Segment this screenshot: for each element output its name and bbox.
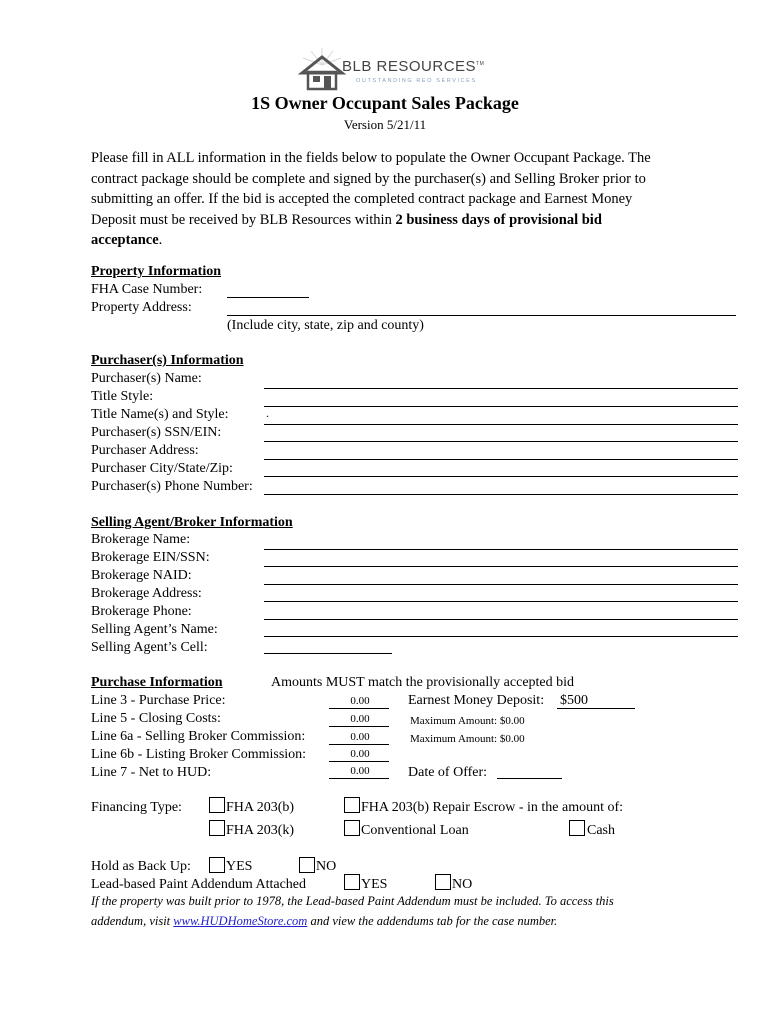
brokerage-ein-field[interactable] (264, 566, 738, 567)
purchaser-phone-label: Purchaser(s) Phone Number: (91, 479, 253, 494)
agent-heading: Selling Agent/Broker Information (91, 515, 293, 530)
brokerage-ein-label: Brokerage EIN/SSN: (91, 550, 210, 565)
lead-label: Lead-based Paint Addendum Attached (91, 877, 306, 892)
fha-203k-checkbox[interactable] (209, 820, 225, 836)
intro-line: submitting an offer. If the bid is accepted the completed contract package and Earnest Money (91, 191, 633, 207)
line7-label: Line 7 - Net to HUD: (91, 765, 212, 780)
property-heading: Property Information (91, 264, 221, 279)
date-of-offer-label: Date of Offer: (408, 765, 488, 780)
lead-yes-label: YES (361, 877, 388, 892)
line6b-underline (329, 761, 389, 762)
intro-line: acceptance. (91, 232, 163, 248)
line6a-label: Line 6a - Selling Broker Commission: (91, 729, 306, 744)
agent-name-field[interactable] (264, 636, 738, 637)
title-names-field[interactable] (264, 424, 738, 425)
fha-case-field[interactable] (227, 297, 309, 298)
brokerage-phone-field[interactable] (264, 619, 738, 620)
purchaser-city-field[interactable] (264, 476, 738, 477)
property-address-field[interactable] (227, 315, 736, 316)
page-title: 1S Owner Occupant Sales Package (251, 93, 519, 113)
agent-cell-label: Selling Agent’s Cell: (91, 640, 208, 655)
agent-name-label: Selling Agent’s Name: (91, 622, 218, 637)
purchase-note: Amounts MUST match the provisionally accepted bid (271, 675, 575, 690)
earnest-value[interactable]: $500 (560, 693, 588, 708)
earnest-underline (557, 708, 635, 709)
line3-value[interactable]: 0.00 (350, 695, 370, 707)
lead-yes-checkbox[interactable] (344, 874, 360, 890)
fha-203b-repair-checkbox[interactable] (344, 797, 360, 813)
fha-case-label: FHA Case Number: (91, 282, 203, 297)
backup-yes-checkbox[interactable] (209, 857, 225, 873)
purchase-heading: Purchase Information (91, 675, 223, 690)
title-names-label: Title Name(s) and Style: (91, 407, 229, 422)
backup-label: Hold as Back Up: (91, 859, 191, 874)
line6b-label: Line 6b - Listing Broker Commission: (91, 747, 307, 762)
line3-underline (329, 708, 389, 709)
brokerage-address-label: Brokerage Address: (91, 586, 202, 601)
logo-tagline: OUTSTANDING REO SERVICES (356, 78, 477, 84)
conventional-label: Conventional Loan (361, 823, 469, 838)
financing-label: Financing Type: (91, 800, 182, 815)
line7-value[interactable]: 0.00 (350, 765, 370, 777)
ssn-label: Purchaser(s) SSN/EIN: (91, 425, 222, 440)
hudhomestore-link[interactable]: www.HUDHomeStore.com (173, 914, 308, 928)
property-address-label: Property Address: (91, 300, 192, 315)
line5-underline (329, 726, 389, 727)
backup-no-label: NO (316, 859, 337, 874)
line6b-value[interactable]: 0.00 (350, 748, 370, 760)
purchaser-city-label: Purchaser City/State/Zip: (91, 461, 233, 476)
line5-label: Line 5 - Closing Costs: (91, 711, 221, 726)
intro-line: contract package should be complete and signed by the purchaser(s) and Selling Broker prior to (91, 170, 646, 187)
max-amount-2: Maximum Amount: $0.00 (410, 733, 525, 745)
intro-line: Deposit must be received by BLB Resources within 2 business days of provisional bid (91, 211, 602, 228)
line7-underline (329, 778, 389, 779)
date-of-offer-field[interactable] (497, 778, 562, 779)
line3-label: Line 3 - Purchase Price: (91, 693, 226, 708)
blb-logo (298, 45, 485, 93)
title-names-value: . (266, 406, 269, 420)
lead-no-checkbox[interactable] (435, 874, 451, 890)
line5-value[interactable]: 0.00 (350, 713, 370, 725)
lead-note-line1: If the property was built prior to 1978, the Lead-based Paint Addendum must be included. To access this (91, 894, 614, 908)
intro-line: Please fill in ALL information in the fields below to populate the Owner Occupant Package. The (91, 150, 651, 166)
purchaser-address-field[interactable] (264, 459, 738, 460)
fha-203b-repair-label: FHA 203(b) Repair Escrow - in the amount of: (361, 800, 624, 815)
logo-wordmark: BLB RESOURCES™ (342, 58, 485, 75)
brokerage-name-label: Brokerage Name: (91, 532, 191, 547)
purchaser-name-label: Purchaser(s) Name: (91, 371, 202, 386)
purchaser-address-label: Purchaser Address: (91, 443, 199, 458)
line6a-value[interactable]: 0.00 (350, 731, 370, 743)
version-text: Version 5/21/11 (343, 117, 427, 132)
fha-203b-label: FHA 203(b) (226, 800, 295, 815)
house-icon (298, 45, 346, 91)
earnest-label: Earnest Money Deposit: (408, 693, 545, 708)
lead-no-label: NO (452, 877, 473, 892)
conventional-checkbox[interactable] (344, 820, 360, 836)
agent-cell-field[interactable] (264, 653, 392, 654)
property-address-hint: (Include city, state, zip and county) (227, 318, 424, 333)
ssn-field[interactable] (264, 441, 738, 442)
purchaser-phone-field[interactable] (264, 494, 738, 495)
brokerage-phone-label: Brokerage Phone: (91, 604, 192, 619)
purchaser-name-field[interactable] (264, 388, 738, 389)
backup-no-checkbox[interactable] (299, 857, 315, 873)
max-amount-1: Maximum Amount: $0.00 (410, 715, 525, 727)
title-style-label: Title Style: (91, 389, 154, 404)
title-style-field[interactable] (264, 406, 738, 407)
cash-label: Cash (587, 823, 615, 838)
fha-203b-checkbox[interactable] (209, 797, 225, 813)
intro-paragraph (91, 148, 711, 251)
brokerage-naid-label: Brokerage NAID: (91, 568, 192, 583)
brokerage-address-field[interactable] (264, 601, 738, 602)
brokerage-name-field[interactable] (264, 549, 738, 550)
brokerage-naid-field[interactable] (264, 584, 738, 585)
fha-203k-label: FHA 203(k) (226, 823, 295, 838)
cash-checkbox[interactable] (569, 820, 585, 836)
lead-note-line2: addendum, visit www.HUDHomeStore.com and view the addendums tab for the case number. (91, 914, 558, 928)
purchaser-heading: Purchaser(s) Information (91, 353, 244, 368)
line6a-underline (329, 744, 389, 745)
backup-yes-label: YES (226, 859, 253, 874)
